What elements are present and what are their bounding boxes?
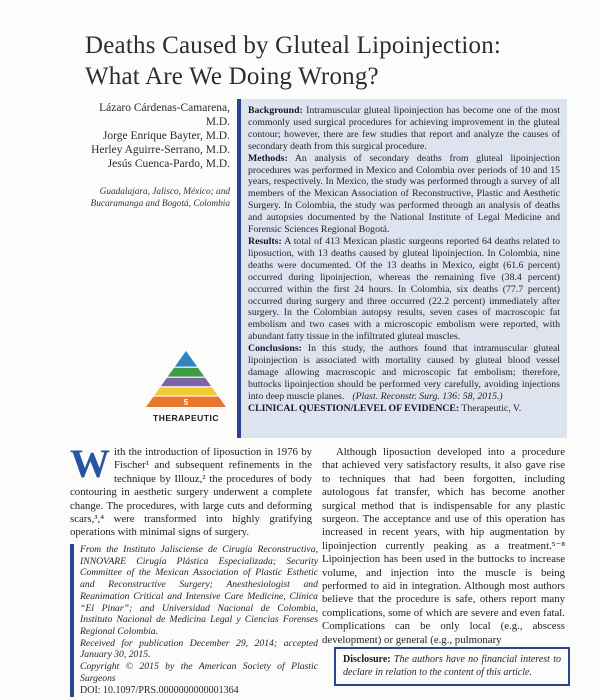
disclosure-text: The authors have no financial interest to declare in relation to the content of this article. [343,654,561,678]
pyramid-label: THERAPEUTIC [153,413,219,423]
pyramid-band-1 [146,351,226,367]
disclosure-text-line [343,654,561,679]
disclosure-label: Disclosure: [343,654,391,665]
abstract-background-label: Background: [248,105,303,116]
abstract-conclusions-label: Conclusions: [248,343,302,355]
abstract-methods-text: An analysis of secondary deaths from gluteal lipoinjection procedures was performed in Mexico and Colombia over periods of 10 and 15 years, respectively. In Mexico, the study was performed through a survey of all members of the Mexican Association of Reconstructive, Plastic and Aesthetic Surgery. In Colombia, the study was performed through an analysis of deaths and autopsies documented by the National Institute of Legal Medicine and Forensic Sciences Regional Bogotá. [248,152,560,236]
abstract-methods-label: Methods: [248,152,288,164]
footnote-doi: DOI: 10.1097/PRS.0000000000001364 [80,685,239,697]
author-name: Herley Aguirre-Serrano, M.D. [91,144,230,156]
intro-paragraph [70,441,312,540]
abstract-conclusions [248,343,560,403]
abstract-results [248,236,560,343]
abstract-box [237,99,567,438]
article-title [85,30,555,92]
footnote-from: From the Instituto Jalisciense de Cirugía Reconstructiva, INNOVARE Cirugía Plástica Especializada; Security Committee of the Mexican Association of Plastic Esthetic and Reconstructive Surgery; Anesthesiologist and Reanimation Critical and Intensive Care Medicine, Clínica “El Pinar”; and Universidad Nacional de Colombia, Instituto Nacional de Medicina Legal y Ciencias Forenses Regional Colombia. [80,544,318,637]
abstract-methods [248,153,560,236]
clinical-question-line [248,403,560,415]
clinical-question-label: CLINICAL QUESTION/LEVEL OF EVIDENCE: [248,402,460,414]
body-left-column [70,441,312,540]
footnote-block [70,544,318,697]
footnote-copyright: Copyright © 2015 by the American Society of Plastic Surgeons [80,661,318,684]
abstract-background-text: Intramuscular gluteal lipoinjection has become one of the most commonly used surgical procedures for achieving improvement in the gluteal contour; however, there are few studies that report and analyze the causes of secondary death from this surgical procedure. [248,105,560,152]
evidence-pyramid-icon [146,351,226,407]
abstract-background [248,105,560,153]
right-paragraph: Although liposuction developed into a procedure that achieved very satisfactory results, it also gave rise to techniques that had been forgotten, including autologous fat transfer, which has become another surgical method that is indispensable for any plastic surgeon. The acceptance and use of this operation has increased in recent years, with hip augmentation by lipoinjection currently peaking as a treatment.⁵⁻⁸ Lipoinjection has been used in the buttocks to increase volume, and injection into the muscle is being performed to aid in integration. Although most authors believe that the procedure is safe, others report many complications, some of which are severe and even fatal. Complications can be only local (e.g., abscess development) or general (e.g., pulmonary [322,446,565,646]
drop-cap: W [70,441,110,486]
author-list [78,101,230,171]
disclosure-box [334,647,570,686]
footnote-received: Received for publication December 29, 2014; accepted January 30, 2015. [80,637,318,661]
author-name: Jorge Enrique Bayter, M.D. [102,130,230,142]
abstract-results-text: A total of 413 Mexican plastic surgeons reported 64 deaths related to liposuction, with 13 deaths caused by gluteal lipoinjection. In Colombia, nine deaths were documented. Of the 13 deaths in Mexico, eight (61.6 percent) occurred during lipoinjection, whereas the remaining five (38.4 percent) occurred within the first 24 hours. In Colombia, six deaths (77.7 percent) occurred during surgery and three occurred (22.2 percent) immediately after surgery. In the Colombian autopsy results, seven cases of macroscopic fat embolism and two cases with a microscopic embolism were reported, with abundant fatty tissue in the infiltrated gluteal muscles. [248,235,560,343]
evidence-pyramid [142,351,230,423]
author-name: Lázaro Cárdenas-Camarena, M.D. [99,102,230,128]
author-name: Jesús Cuenca-Pardo, M.D. [107,158,230,170]
article-title-line1: Deaths Caused by Gluteal Lipoinjection: [85,32,502,59]
journal-citation: (Plast. Reconstr. Surg. 136: 58, 2015.) [352,390,503,402]
abstract-results-label: Results: [248,235,282,247]
article-title-line2: What Are We Doing Wrong? [85,63,379,90]
intro-paragraph-text: ith the introduction of liposuction in 1976 by Fischer¹ and subsequent refinements in the technique by Illouz,² the procedures of body contouring in aesthetic surgery underwent a complete change. The procedures, with large cuts and deforming scars,³,⁴ were transformed into highly gratifying operations with minimal signs of surgery. [70,446,312,539]
pyramid-band-4 [146,387,226,395]
abstract-conclusions-text: In this study, the authors found that intramuscular gluteal lipoinjection is associated with mortality caused by gluteal blood vessel damage allowing macroscopic and microscopic fat embolism; therefore, buttocks lipoinjection should be performed very carefully, avoiding injections into deep muscle planes. [248,343,560,402]
pyramid-band-3 [146,378,226,386]
author-affiliation: Guadalajara, Jalisco, México; and Bucaramanga and Bogotá, Colombia [90,187,230,209]
pyramid-band-2 [146,368,226,377]
body-right-column [322,446,565,647]
clinical-question-value: Therapeutic, V. [461,402,522,414]
pyramid-level-number: 5 [183,398,189,407]
